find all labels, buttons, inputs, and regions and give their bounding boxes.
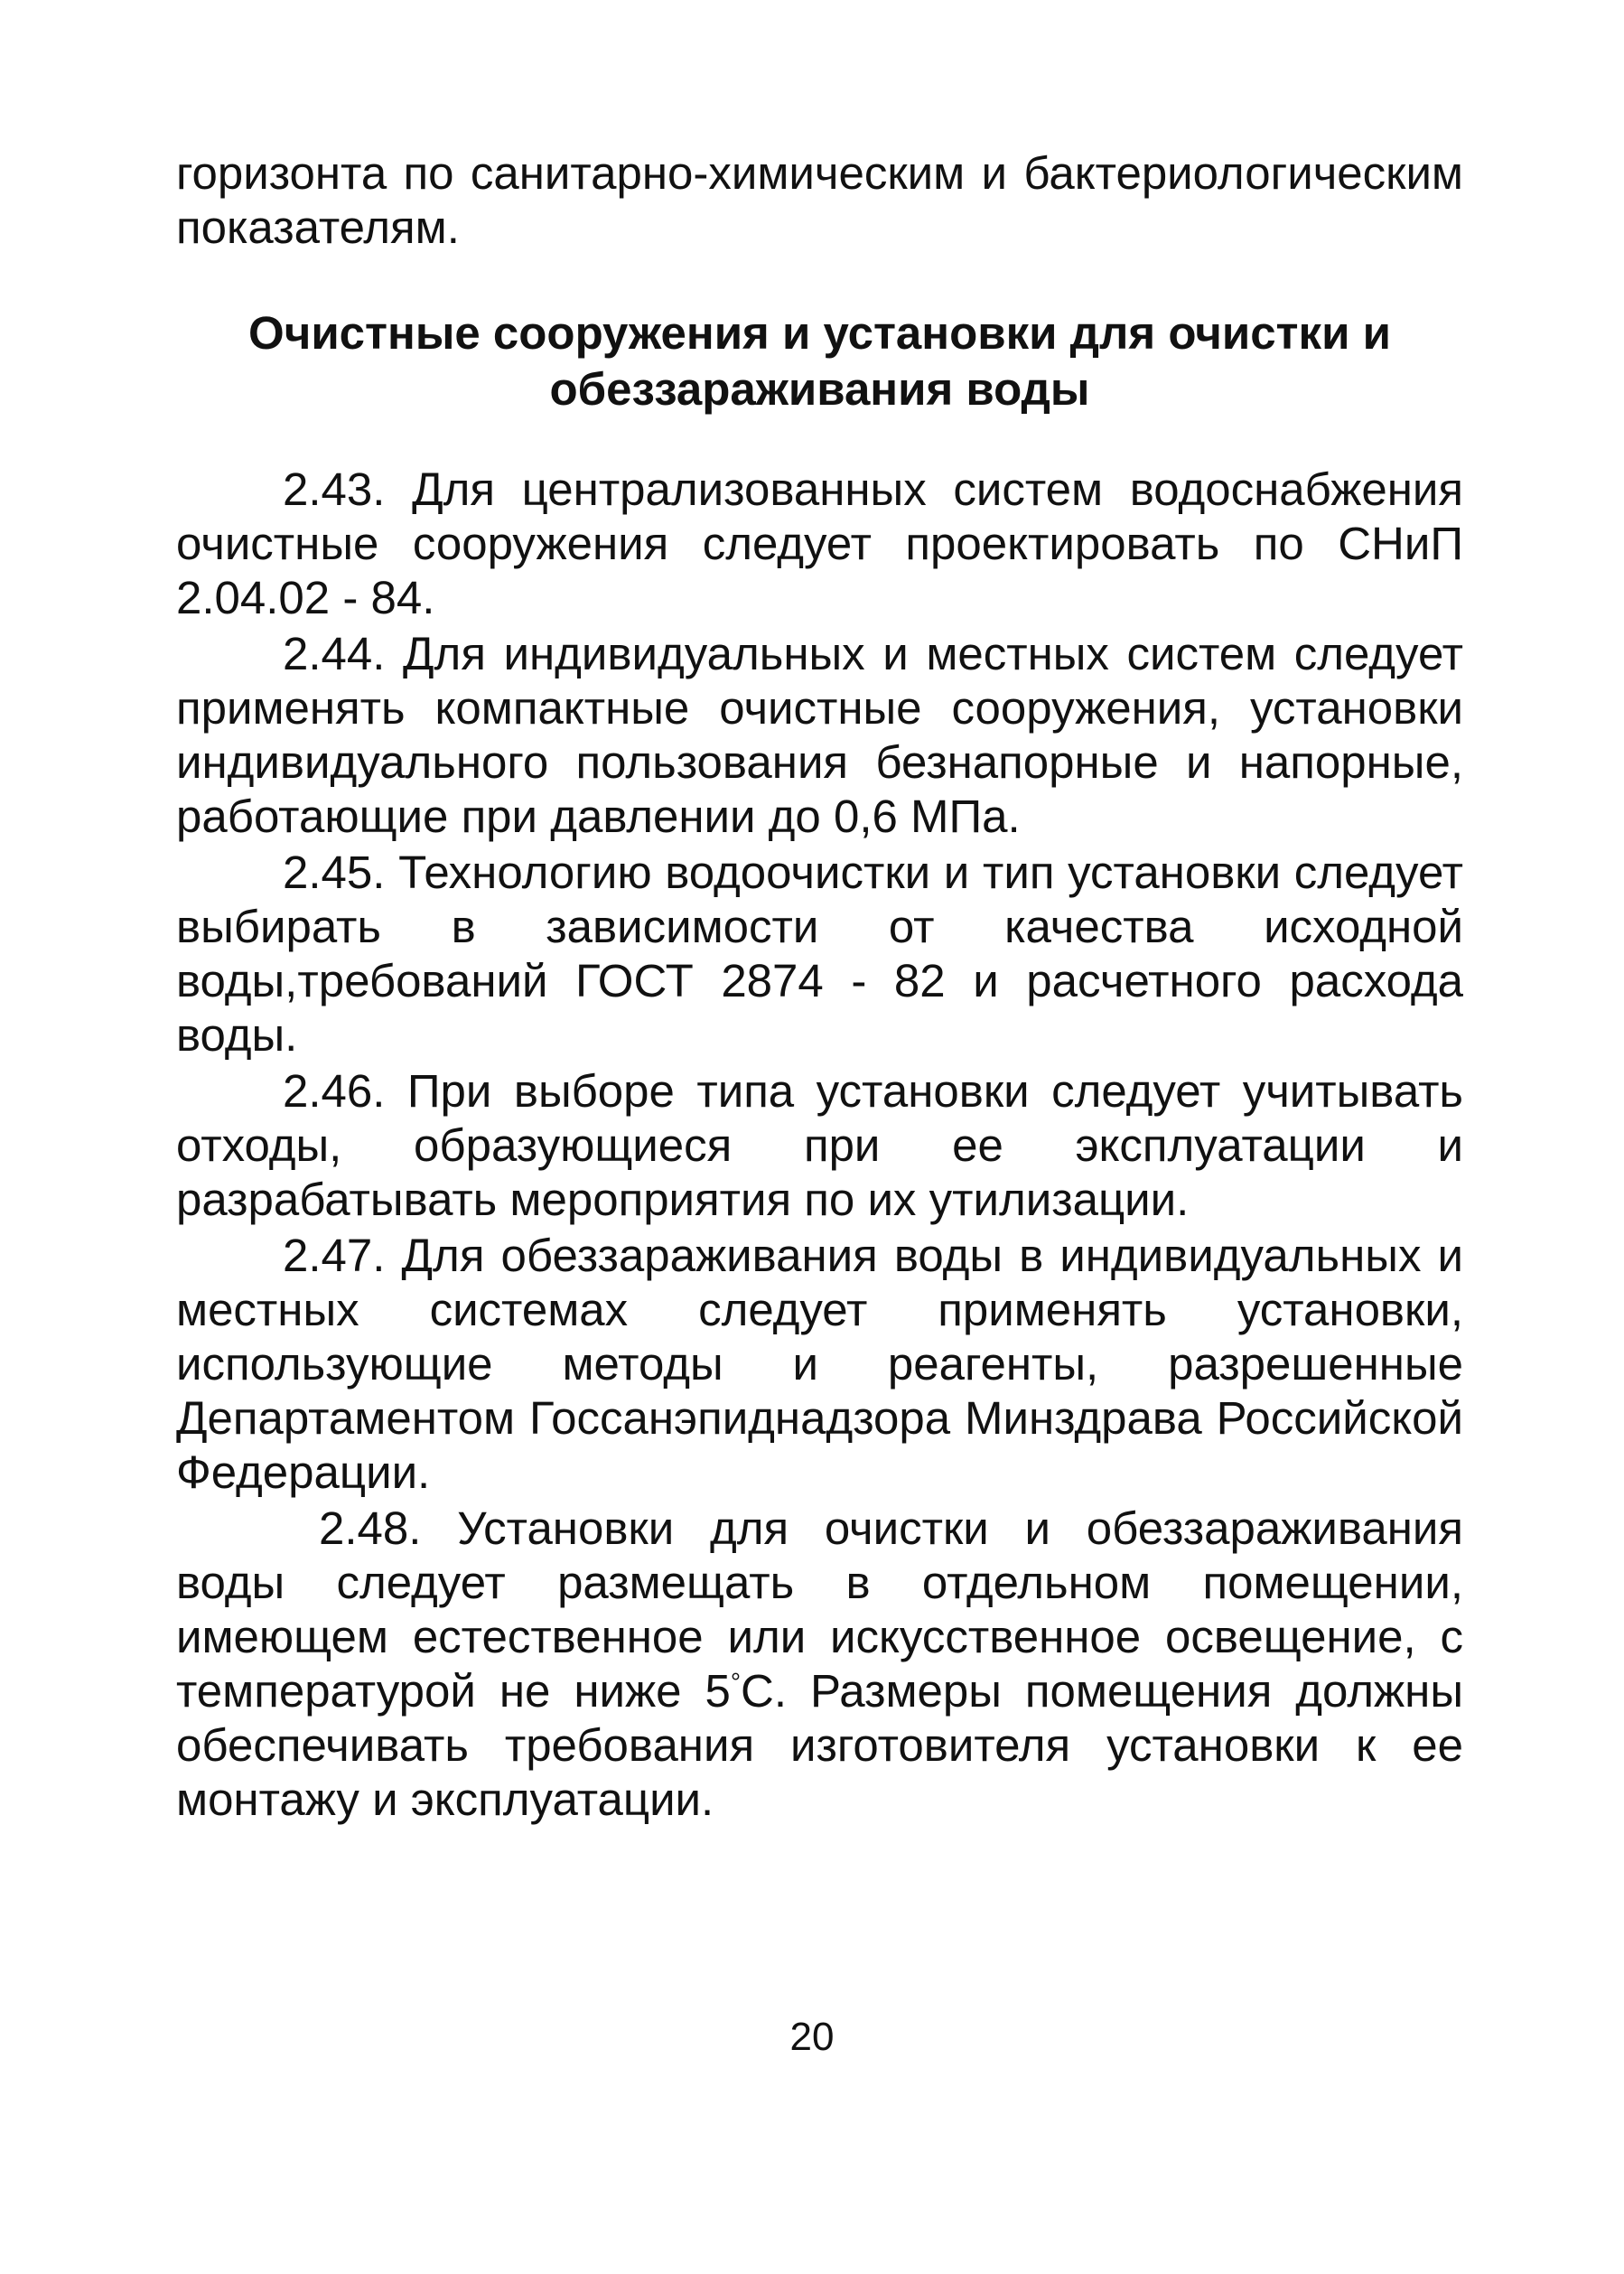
degree-sign: ° (730, 1668, 742, 1696)
section-heading (176, 305, 1463, 417)
clause-number: 2.47. (283, 1230, 386, 1281)
clause-text: Для централизованных систем водоснабжения очистные сооружения следует проектировать по СНиП 2.04.02 - 84. (176, 463, 1464, 623)
clause-number: 2.45. (283, 847, 386, 898)
clause-2-43 (176, 463, 1463, 625)
intro-paragraph (176, 146, 1463, 257)
clause-2-44 (176, 627, 1463, 844)
clause-text: При выборе типа установки следует учитывать отходы, образующиеся при ее эксплуатации и разрабатывать мероприятия по их утилизации. (176, 1065, 1464, 1225)
clause-text: Для обеззараживания воды в индивидуальных и местных системах следует применять установки, использующие методы и реагенты, разрешенные Департаментом Госсанэпиднадзора Минздрава Российской Федерации. (176, 1230, 1463, 1498)
intro-text: горизонта по санитарно-химическим и бактериологическим показателям. (176, 147, 1463, 253)
clause-2-48 (176, 1502, 1463, 1827)
page-number: 20 (789, 2015, 835, 2059)
clause-text-before: Установки для очистки и обеззараживания воды следует размещать в отдельном помещении, имеющем естественное или искусственное освещение, с температурой не ниже 5 (176, 1502, 1464, 1717)
clause-2-46 (176, 1064, 1463, 1227)
section-heading-line-1: Очистные сооружения и установки для очистки и (248, 307, 1391, 359)
clause-2-47 (176, 1229, 1463, 1500)
section-body (176, 463, 1463, 1829)
section-heading-line-2: обеззараживания воды (549, 363, 1090, 415)
clause-text: Для индивидуальных и местных систем следует применять компактные очистные сооружения, установки индивидуального пользования безнапорные и напорные, работающие при давлении до 0,6 МПа. (176, 628, 1463, 842)
clause-number: 2.48. (319, 1502, 422, 1554)
clause-text: Технологию водоочистки и тип установки следует выбирать в зависимости от качества исходной воды,требований ГОСТ 2874 - 82 и расчетного расхода воды. (176, 847, 1464, 1061)
clause-number: 2.46. (283, 1065, 386, 1117)
clause-2-45 (176, 846, 1463, 1062)
clause-number: 2.43. (283, 463, 386, 515)
clause-text-after: С. Размеры помещения должны обеспечивать требования изготовителя установки к ее монтажу и эксплуатации. (176, 1665, 1463, 1825)
clause-number: 2.44. (283, 628, 386, 679)
